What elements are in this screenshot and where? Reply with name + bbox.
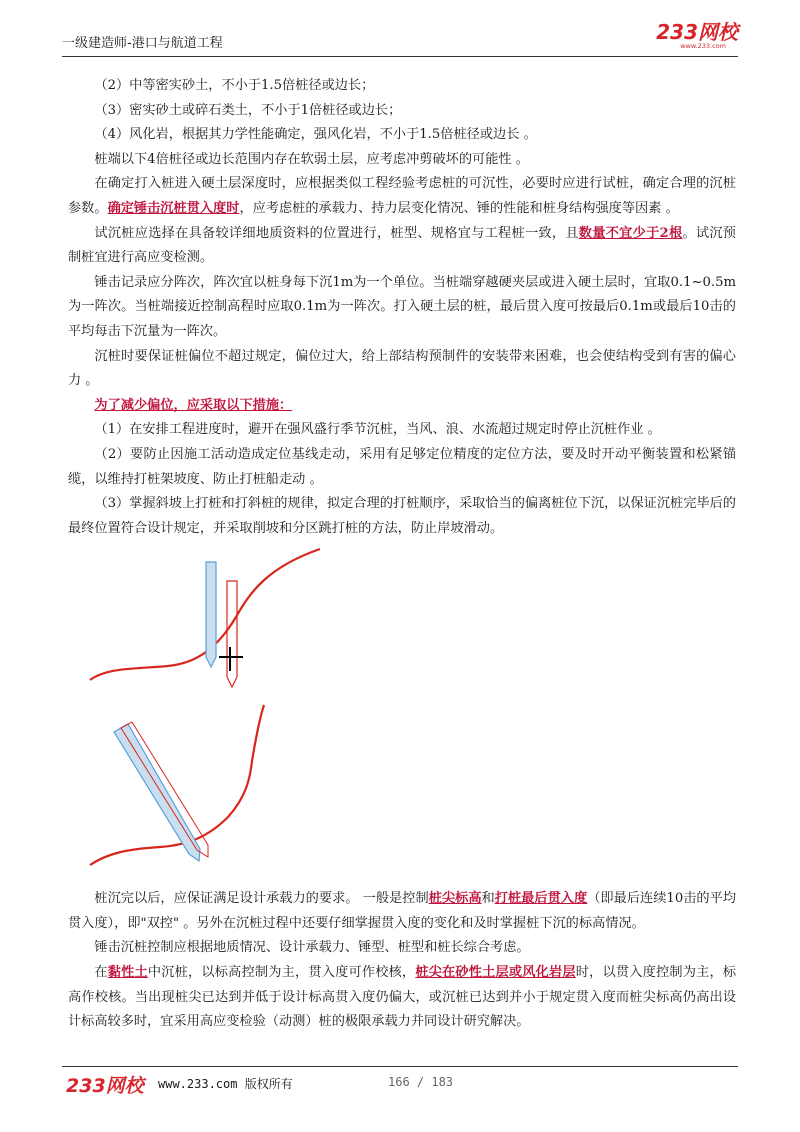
pile-inclined: [114, 724, 200, 861]
paragraph: 锤击沉桩控制应根据地质情况、设计承载力、锤型、桩型和桩长综合考虑。: [94, 940, 530, 956]
footer-logo: 233网校: [66, 1075, 144, 1097]
pile-driving-figure: [68, 547, 736, 883]
text-span: 中沉桩，以标高控制为主，贯入度可作校核，: [147, 965, 416, 981]
page-header: [62, 22, 738, 56]
highlight-text: 打桩最后贯入度: [494, 891, 588, 907]
highlight-text: 黏性土: [107, 965, 148, 981]
paragraph: [68, 961, 736, 1035]
paragraph: 桩端以下4倍桩径或边长范围内存在软弱土层，应考虑冲剪破坏的可能性 。: [94, 151, 529, 167]
logo-text: 233网校: [656, 20, 738, 44]
paragraph: [68, 172, 736, 221]
highlight-text: 桩尖标高: [428, 891, 482, 907]
paragraph: （4）风化岩，根据其力学性能确定，强风化岩，不小于1.5倍桩径或边长 。: [94, 127, 537, 143]
page-footer: [62, 1066, 738, 1097]
paragraph: 沉桩时要保证桩偏位不超过规定，偏位过大，给上部结构预制件的安装带来困难，也会使结构受到有害的偏心力 。: [68, 348, 736, 389]
logo-subtext: www.233.com: [680, 42, 726, 50]
highlight-text: 确定锤击沉桩贯入度时: [107, 200, 240, 216]
paragraph: [68, 222, 736, 271]
text-span: 。试沉预制桩宜进行高应变检测。: [68, 225, 736, 266]
document-title: 一级建造师-港口与航道工程: [62, 36, 223, 51]
page-number: 166 / 183: [388, 1075, 454, 1089]
measures-heading: [68, 394, 736, 419]
highlight-text: 数量不宜少于2根: [578, 225, 683, 241]
pile-vertical: [206, 562, 216, 667]
text-span: （即最后连续10击的平均贯入度），即"双控" 。另外在沉桩过程中还要仔细掌握贯入度的变化和及时掌握桩下沉的标高情况。: [68, 891, 737, 931]
site-url: www.233.com: [158, 1077, 238, 1091]
slope-curve-upper: [90, 549, 320, 680]
paragraph: （3）密实砂土或碎石类土，不小于1倍桩径或边长；: [94, 102, 402, 118]
slope-curve-lower: [90, 705, 264, 865]
paragraph: （2）中等密实砂土，不小于1.5倍桩径或边长；: [94, 78, 375, 93]
text-span: ，应考虑桩的承载力、持力层变化情况、锤的性能和桩身结构强度等因素 。: [239, 200, 679, 216]
measure-item: （2）要防止因施工活动造成定位基线走动，采用有足够定位精度的定位方法，要及时开动平衡装置和松紧锚缆，以维持打桩架坡度、防止打桩船走动 。: [68, 446, 736, 487]
text-span: 时，以贯入度控制为主，标高作校核。当出现桩尖已达到并低于设计标高贯入度仍偏大，或沉桩已达到并小于规定贯入度而桩尖标高仍高出设计标高较多时，宜采用高应变检验（动测）桩的极限承载力并同设计研究解决。: [68, 965, 737, 1030]
text-span: 试沉桩应选择在具备较详细地质资料的位置进行，桩型、规格宜与工程桩一致，且: [94, 225, 579, 241]
text-span: 在确定打入桩进入硬土层深度时，应根据类似工程经验考虑桩的可沉性，必要时应进行试桩，确定合理的沉桩参数。: [68, 176, 736, 216]
copyright-text: 版权所有: [244, 1077, 293, 1091]
pile-offset-outline: [227, 581, 237, 687]
text-span: 桩沉完以后，应保证满足设计承载力的要求。 一般是控制: [94, 891, 429, 907]
header-divider: [62, 56, 738, 57]
position-cross-marker: [219, 647, 243, 671]
footer-site: [158, 1075, 293, 1092]
paragraph: 锤击记录应分阵次，阵次宜以桩身每下沉1m为一个单位。当桩端穿越硬夹层或进入硬土层时，宜取0.1~0.5m为一阵次。当桩端接近控制高程时应取0.1m为一阵次。打入硬土层的桩，最后贯入度可按最后0.1m或最后10击的平均每击下沉量为一阵次。: [68, 274, 736, 339]
measure-item: （1）在安排工程进度时，避开在强风盛行季节沉桩，当风、浪、水流超过规定时停止沉桩作业 。: [94, 422, 661, 438]
document-body: [68, 74, 736, 1035]
highlight-text: 为了减少偏位，应采取以下措施：: [94, 397, 293, 413]
highlight-text: 桩尖在砂性土层或风化岩层: [415, 965, 576, 981]
paragraph: [68, 887, 736, 936]
brand-logo: [656, 22, 738, 50]
text-span: 和: [481, 891, 495, 907]
pile-diagram: [68, 547, 736, 883]
measure-item: （3）掌握斜坡上打桩和打斜桩的规律，拟定合理的打桩顺序，采取恰当的偏离桩位下沉，以保证沉桩完毕后的最终位置符合设计规定，并采取削坡和分区跳打桩的方法，防止岸坡滑动。: [68, 496, 736, 536]
text-span: 在: [94, 965, 108, 981]
